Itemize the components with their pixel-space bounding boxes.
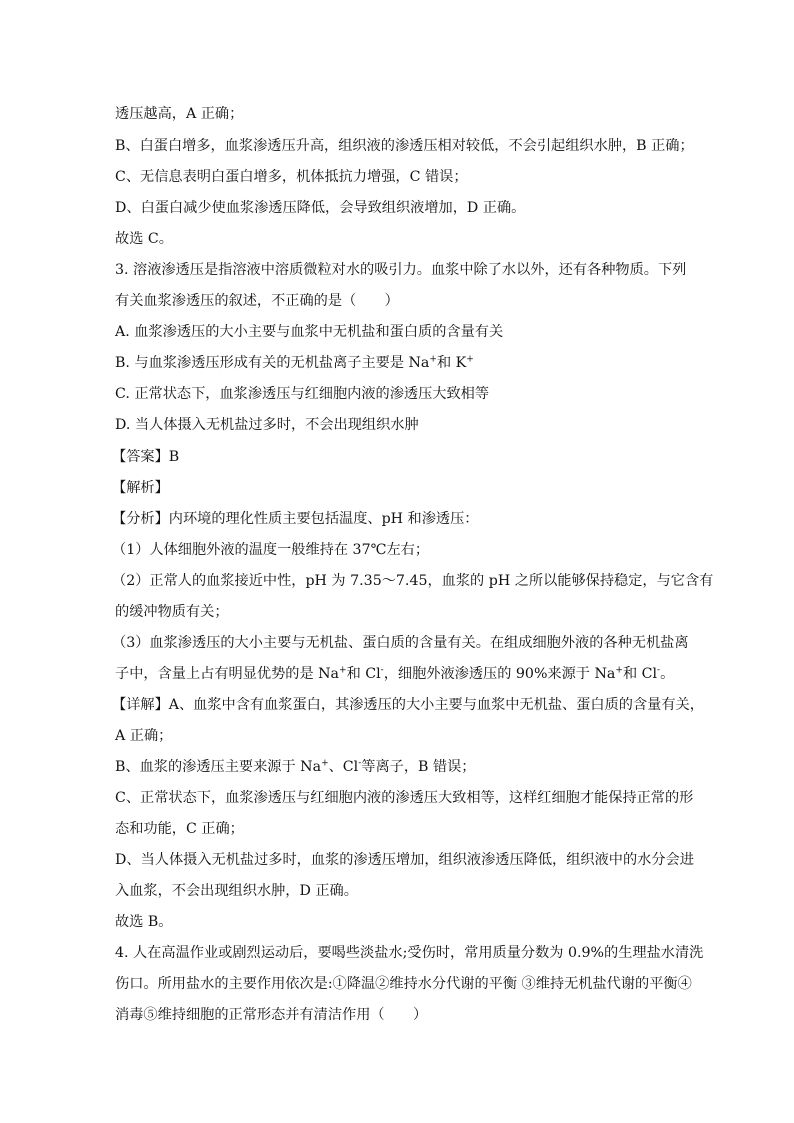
question-4-stem: 伤口。所用盐水的主要作用依次是:①降温②维持水分代谢的平衡 ③维持无机盐代谢的平衡④ <box>115 976 692 992</box>
answer-heading: 【答案】B <box>112 449 180 465</box>
text-line: 入血浆，不会出现组织水肿，D 正确。 <box>115 883 358 899</box>
option-d: D. 当人体摄入无机盐过多时，不会出现组织水肿 <box>115 417 419 433</box>
text-line: （3）血浆渗透压的大小主要与无机盐、蛋白质的含量有关。在组成细胞外液的各种无机盐离 <box>112 635 689 651</box>
option-b: B. 与血浆渗透压形成有关的无机盐离子主要是 Na+和 K+ <box>115 354 474 371</box>
text-line: 故选 C。 <box>115 231 173 247</box>
text-line: 态和功能，C 正确； <box>115 821 244 837</box>
option-a: A. 血浆渗透压的大小主要与血浆中无机盐和蛋白质的含量有关 <box>115 324 504 340</box>
text-line: 的缓冲物质有关； <box>115 604 229 620</box>
option-c: C. 正常状态下，血浆渗透压与红细胞内液的渗透压大致相等 <box>115 386 490 402</box>
text-line: D、白蛋白减少使血浆渗透压降低，会导致组织液增加，D 正确。 <box>115 200 526 216</box>
text-line: C、无信息表明白蛋白增多，机体抵抗力增强，C 错误； <box>115 169 468 185</box>
question-4-stem: 消毒⑤维持细胞的正常形态并有清洁作用（ ） <box>115 1007 428 1023</box>
question-3-stem: 3. 溶液渗透压是指溶液中溶质微粒对水的吸引力。血浆中除了水以外，还有各种物质。下列 <box>115 262 687 278</box>
text-line: 【详解】A、血浆中含有血浆蛋白，其渗透压的大小主要与血浆中无机盐、蛋白质的含量有关， <box>112 697 704 713</box>
question-4-stem: 4. 人在高温作业或剧烈运动后，要喝些淡盐水;受伤时，常用质量分数为 0.9%的生理盐水清洗 <box>115 945 704 961</box>
text-line: C、正常状态下，血浆渗透压与红细胞内液的渗透压大致相等，这样红细胞才能保持正常的形 <box>115 790 694 806</box>
analysis-heading: 【解析】 <box>112 480 169 496</box>
text-line: 透压越高，A 正确； <box>115 106 244 122</box>
text-line: （1）人体细胞外液的温度一般维持在 37℃左右； <box>112 542 430 558</box>
text-line: B、白蛋白增多，血浆渗透压升高，组织液的渗透压相对较低，不会引起组织水肿，B 正确； <box>115 138 694 154</box>
text-line: 故选 B。 <box>115 914 173 930</box>
text-line: A 正确； <box>115 728 173 744</box>
text-line: 子中，含量上占有明显优势的是 Na+和 Cl-，细胞外液渗透压的 90%来源于 Na+和 Cl-。 <box>115 665 675 682</box>
text-line: B、血浆的渗透压主要来源于 Na+、Cl-等离子，B 错误； <box>115 758 476 775</box>
question-3-stem: 有关血浆渗透压的叙述，不正确的是（ ） <box>115 293 399 309</box>
text-line: 【分析】内环境的理化性质主要包括温度、pH 和渗透压： <box>112 511 479 527</box>
text-line: （2）正常人的血浆接近中性，pH 为 7.35～7.45，血浆的 pH 之所以能够保持稳定，与它含有 <box>112 573 714 589</box>
text-line: D、当人体摄入无机盐过多时，血浆的渗透压增加，组织液渗透压降低，组织液中的水分会进 <box>115 852 694 868</box>
